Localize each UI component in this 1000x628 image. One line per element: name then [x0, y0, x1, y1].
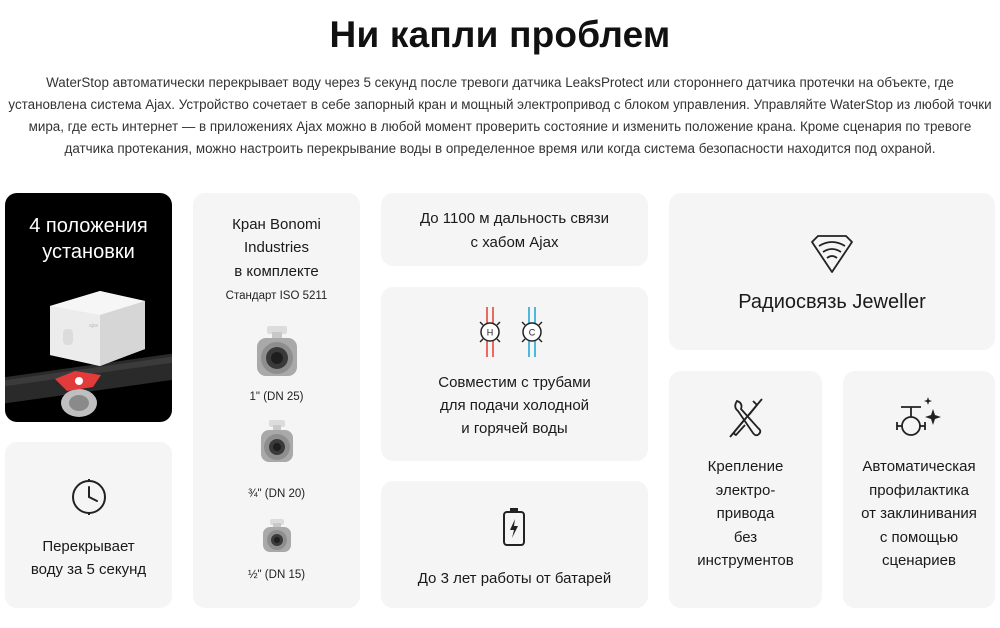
card-positions: [5, 193, 172, 422]
valve-size-dn25: 1" (DN 25): [249, 391, 304, 403]
pipes-line2: для подачи холодной: [439, 397, 590, 414]
jeweller-icon: [810, 234, 854, 274]
mount-line1: Крепление: [707, 458, 784, 475]
maintenance-line2: профилактика: [869, 482, 969, 499]
valve-size-dn15: ½" (DN 15): [247, 569, 306, 581]
valve-size-dn20: ¾" (DN 20): [247, 488, 306, 500]
no-tools-icon: [727, 397, 765, 439]
valve-title-line3: в комплекте: [234, 263, 319, 280]
clock-icon: [69, 476, 109, 516]
valve-sparkle-icon: [895, 395, 943, 439]
hot-label: H: [486, 327, 494, 338]
pipes-line3: и горячей воды: [461, 420, 568, 437]
maintenance-line1: Автоматическая: [862, 458, 976, 475]
intro-paragraph: WaterStop автоматически перекрывает воду через 5 секунд после тревоги датчика LeaksProtect или стороннего датчика протечки на объекте, где установлена система Ajax. Устройство сочетает в себе запорный кран и мощный электропривод с блоком управления. Управляйте WaterStop из любой точки мира, где есть интернет — в приложениях Ajax можно в любой момент проверить состояние и изменить положение крана. Кроме сценария по тревоге датчика протекания, можно настроить перекрывание воды в определенное время или когда система безопасности находится под охраной.: [8, 75, 992, 156]
card-valve: [193, 193, 360, 608]
maintenance-line4: с помощью: [879, 529, 959, 546]
range-line1: До 1100 м дальность связи: [419, 210, 610, 227]
mount-line5: инструментов: [697, 552, 794, 569]
pipes-line1: Совместим с трубами: [438, 374, 591, 391]
card-jeweller: [669, 193, 995, 350]
card-battery: [381, 481, 648, 608]
mount-line2: электро-: [715, 482, 776, 499]
valve-dn20-image: [257, 420, 297, 464]
battery-icon: [502, 507, 526, 547]
valve-dn15-image: [260, 519, 294, 553]
mount-line3: привода: [716, 505, 775, 522]
card-pipes: [381, 287, 648, 461]
mount-line4: без: [733, 529, 758, 546]
positions-title-line1: 4 положения: [29, 215, 148, 237]
maintenance-line3: от заклинивания: [861, 505, 977, 522]
card-mount: [669, 371, 822, 608]
card-shutoff: [5, 442, 172, 608]
maintenance-line5: сценариев: [882, 552, 956, 569]
battery-text: До 3 лет работы от батарей: [417, 570, 612, 587]
cold-label: C: [528, 327, 536, 338]
card-maintenance: [843, 371, 995, 608]
svg-text:ajax: ajax: [89, 323, 99, 329]
range-line2: с хабом Ajax: [470, 234, 559, 251]
waterstop-device-image: [5, 271, 172, 422]
hot-cold-pipes-icon: [479, 305, 551, 359]
valve-title-line2: Industries: [243, 239, 310, 256]
valve-title-line1: Кран Bonomi: [232, 216, 321, 233]
valve-dn25-image: [252, 326, 302, 378]
jeweller-text: Радиосвязь Jeweller: [738, 291, 926, 313]
page-title: Ни капли проблем: [329, 14, 671, 55]
shutoff-line1: Перекрывает: [42, 538, 135, 555]
shutoff-line2: воду за 5 секунд: [30, 561, 147, 578]
valve-standard: Стандарт ISO 5211: [225, 290, 328, 302]
positions-title-line2: установки: [42, 241, 135, 263]
card-range: [381, 193, 648, 266]
